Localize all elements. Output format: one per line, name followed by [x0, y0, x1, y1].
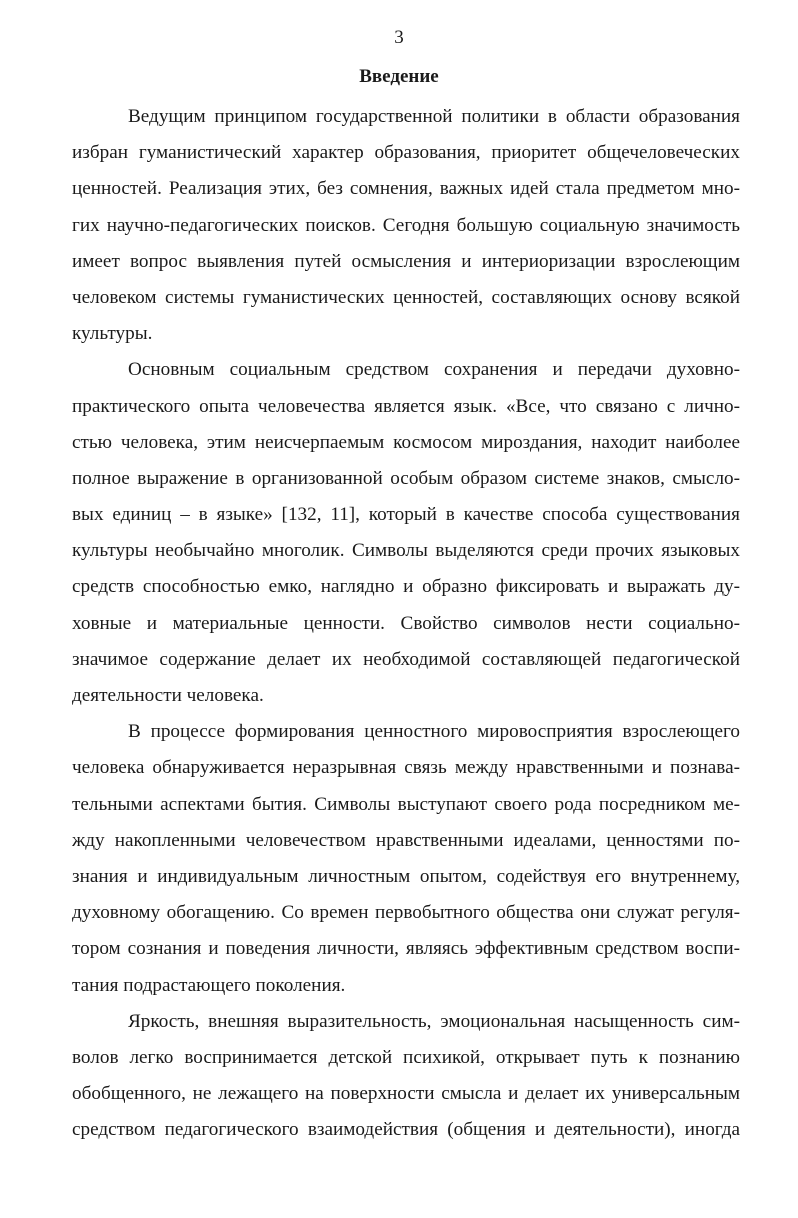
text-line: обобщенного, не лежащего на поверхности смысла и делает их универсальным: [72, 1083, 740, 1105]
text-line: избран гуманистический характер образования, приоритет общечеловеческих: [72, 142, 740, 164]
paragraph-4: [72, 1004, 740, 1149]
text-line: культуры необычайно многолик. Символы выделяются среди прочих языковых: [72, 540, 740, 562]
text-line: волов легко воспринимается детской психикой, открывает путь к познанию: [72, 1046, 740, 1068]
text-line: средством педагогического взаимодействия (общения и деятельности), иногда: [72, 1119, 740, 1141]
text-line: вых единиц – в языке» [132, 11], который в качестве способа существования: [72, 504, 740, 526]
paragraph-2: [72, 352, 740, 714]
text-line: жду накопленными человечеством нравственными идеалами, ценностями по-: [72, 829, 740, 851]
text-line: ховные и материальные ценности. Свойство символов нести социально-: [72, 612, 740, 634]
text-line: гих научно-педагогических поисков. Сегодня большую социальную значимость: [72, 214, 740, 236]
text-line: духовному обогащению. Со времен первобытного общества они служат регуля-: [72, 902, 740, 924]
text-line: тором сознания и поведения личности, являясь эффективным средством воспи-: [72, 938, 740, 960]
text-line: полное выражение в организованной особым образом системе знаков, смысло-: [72, 467, 740, 489]
text-line: Ведущим принципом государственной политики в области образования: [128, 106, 740, 127]
text-line: знания и индивидуальным личностным опытом, содействуя его внутреннему,: [72, 865, 740, 887]
text-line: стью человека, этим неисчерпаемым космосом мироздания, находит наиболее: [72, 431, 740, 453]
text-line: Яркость, внешняя выразительность, эмоциональная насыщенность сим-: [128, 1010, 740, 1032]
text-line: человеком системы гуманистических ценностей, составляющих основу всякой: [72, 286, 740, 308]
text-line: тания подрастающего поколения.: [72, 974, 346, 996]
text-line: средств способностью емко, наглядно и образно фиксировать и выражать ду-: [72, 576, 740, 598]
page-number: 3: [394, 27, 404, 48]
paragraph-1: [72, 99, 740, 352]
text-line: В процессе формирования ценностного мировосприятия взрослеющего: [128, 721, 740, 743]
text-line: ценностей. Реализация этих, без сомнения, важных идей стала предметом мно-: [72, 178, 740, 200]
text-line: деятельности человека.: [72, 685, 264, 706]
text-line: культуры.: [72, 323, 153, 345]
body-text: [72, 99, 740, 1148]
text-line: практического опыта человечества является язык. «Все, что связано с лично-: [72, 395, 740, 417]
paragraph-3: [72, 714, 740, 1004]
section-heading: Введение: [359, 66, 439, 87]
text-line: тельными аспектами бытия. Символы выступают своего рода посредником ме-: [72, 793, 740, 815]
text-line: значимое содержание делает их необходимой составляющей педагогической: [72, 648, 740, 670]
text-line: человека обнаруживается неразрывная связь между нравственными и познава-: [72, 757, 740, 779]
text-line: имеет вопрос выявления путей осмысления и интериоризации взрослеющим: [72, 250, 740, 272]
text-line: Основным социальным средством сохранения и передачи духовно-: [128, 359, 740, 381]
